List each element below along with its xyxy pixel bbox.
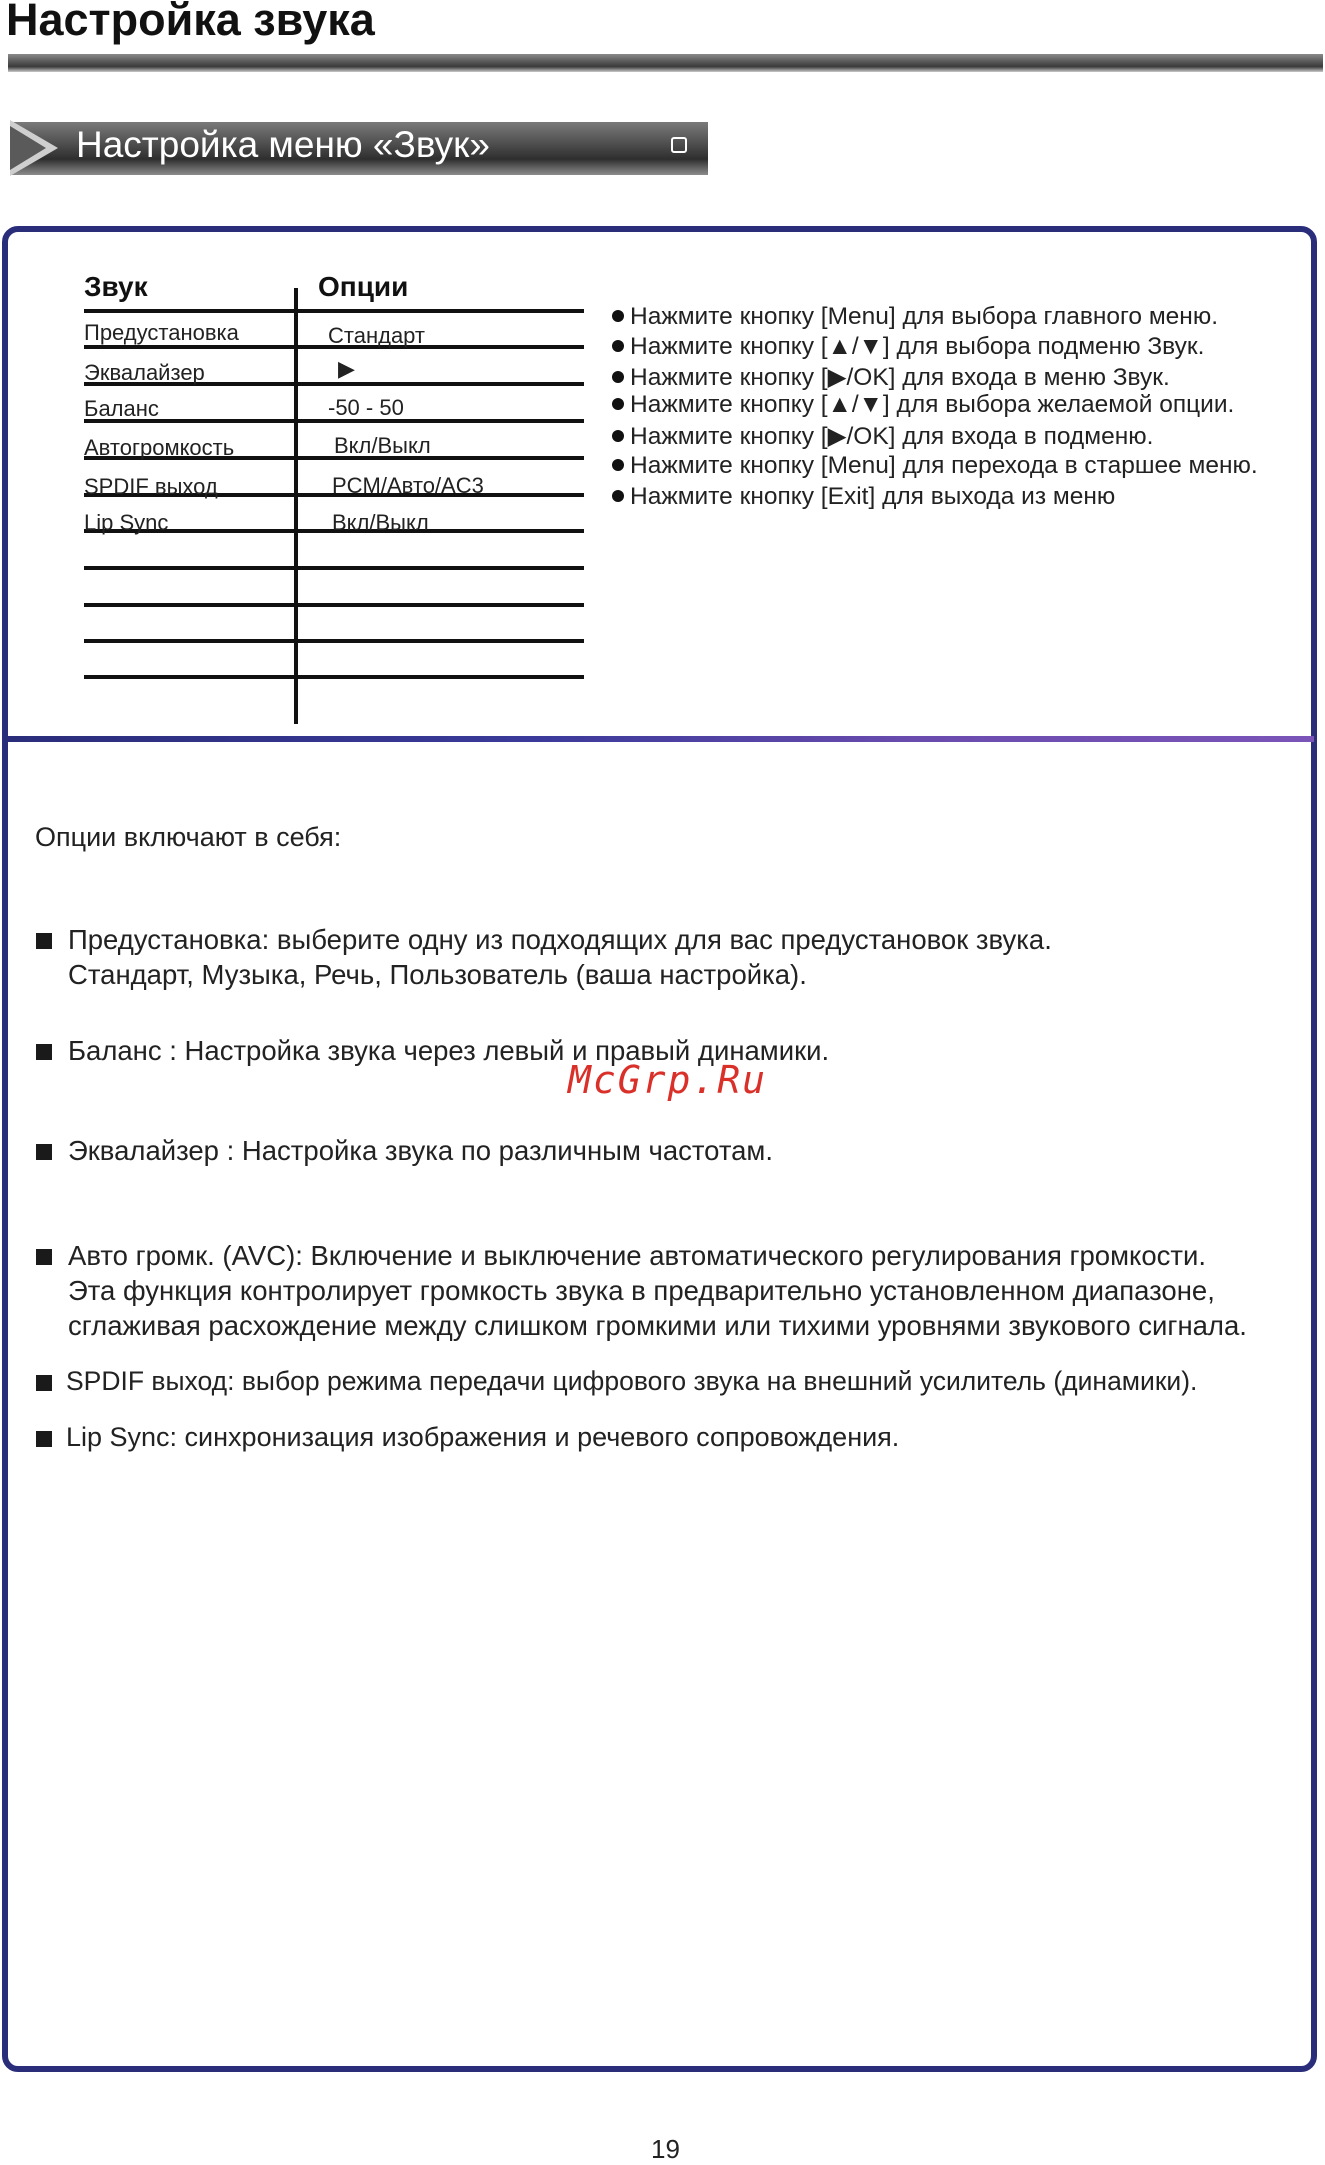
column-header-options: Опции <box>318 271 409 302</box>
description-lipsync: Lip Sync: синхронизация изображения и речевого сопровождения. <box>66 1422 900 1452</box>
watermark: McGrp.Ru <box>568 1058 768 1102</box>
bullet-icon <box>612 459 624 471</box>
menu-item-spdif: SPDIF выход <box>84 474 218 499</box>
menu-option-balance: -50 - 50 <box>328 395 404 420</box>
square-icon <box>671 137 687 153</box>
table-row-line <box>84 309 584 313</box>
square-bullet-icon <box>36 1144 52 1160</box>
description-balance: Баланс : Настройка звука через левый и правый динамики. <box>68 1035 830 1066</box>
table-row-line <box>84 566 584 570</box>
instruction-item: Нажмите кнопку [Menu] для выбора главного меню. <box>612 303 1218 331</box>
play-arrow-icon: ▶ <box>338 356 355 381</box>
table-row-line <box>84 675 584 679</box>
instruction-item: Нажмите кнопку [▶/OK] для входа в меню Звук. <box>612 362 1170 392</box>
description-avc-line3: сглаживая расхождение между слишком громкими или тихими уровнями звукового сигнала. <box>68 1310 1247 1341</box>
menu-item-lipsync: Lip Sync <box>84 510 169 535</box>
bullet-icon <box>612 490 624 502</box>
description-spdif: SPDIF выход: выбор режима передачи цифрового звука на внешний усилитель (динамики). <box>66 1366 1198 1396</box>
bullet-icon <box>612 398 624 410</box>
instruction-item: Нажмите кнопку [▶/OK] для входа в подменю. <box>612 421 1153 451</box>
menu-item-equalizer: Эквалайзер <box>84 360 205 385</box>
bullet-icon <box>612 310 624 322</box>
menu-option-avc: Вкл/Выкл <box>334 433 431 458</box>
square-bullet-icon <box>36 933 52 949</box>
description-preset: Предустановка: выберите одну из подходящих для вас предустановок звука. <box>68 924 1052 955</box>
menu-option-preset: Стандарт <box>328 323 426 348</box>
page-title: Настройка звука <box>6 0 375 45</box>
menu-item-balance: Баланс <box>84 396 159 421</box>
description-preset-values: Стандарт, Музыка, Речь, Пользователь (ваша настройка). <box>68 959 807 990</box>
square-bullet-icon <box>36 1431 52 1447</box>
table-row-line <box>84 603 584 607</box>
bullet-icon <box>612 371 624 383</box>
square-bullet-icon <box>36 1375 52 1391</box>
instruction-item: Нажмите кнопку [▲/▼] для выбора подменю Звук. <box>612 333 1204 361</box>
title-rule <box>8 54 1323 72</box>
table-column-divider <box>294 288 298 724</box>
instruction-item: Нажмите кнопку [Menu] для перехода в старшее меню. <box>612 452 1258 480</box>
menu-item-avc: Автогромкость <box>84 435 235 460</box>
page-number: 19 <box>651 2134 680 2164</box>
square-bullet-icon <box>36 1249 52 1265</box>
bullet-icon <box>612 340 624 352</box>
instruction-item: Нажмите кнопку [Exit] для выхода из меню <box>612 483 1115 511</box>
section-title: Настройка меню «Звук» <box>76 124 490 165</box>
menu-option-spdif: PCM/Авто/AC3 <box>332 473 484 498</box>
square-bullet-icon <box>36 1044 52 1060</box>
menu-item-preset: Предустановка <box>84 320 239 345</box>
options-heading: Опции включают в себя: <box>35 822 342 852</box>
table-row-line <box>84 639 584 643</box>
menu-option-lipsync: Вкл/Выкл <box>332 510 429 535</box>
column-header-sound: Звук <box>84 271 148 302</box>
bullet-icon <box>612 430 624 442</box>
description-avc: Авто громк. (AVC): Включение и выключение автоматического регулирования громкости. <box>68 1240 1206 1271</box>
chevron-right-inner-icon <box>10 126 46 170</box>
description-equalizer: Эквалайзер : Настройка звука по различным частотам. <box>68 1135 773 1166</box>
description-avc-line2: Эта функция контролирует громкость звука в предварительно установленном диапазоне, <box>68 1275 1215 1306</box>
section-divider <box>8 736 1314 742</box>
instruction-item: Нажмите кнопку [▲/▼] для выбора желаемой опции. <box>612 391 1234 419</box>
